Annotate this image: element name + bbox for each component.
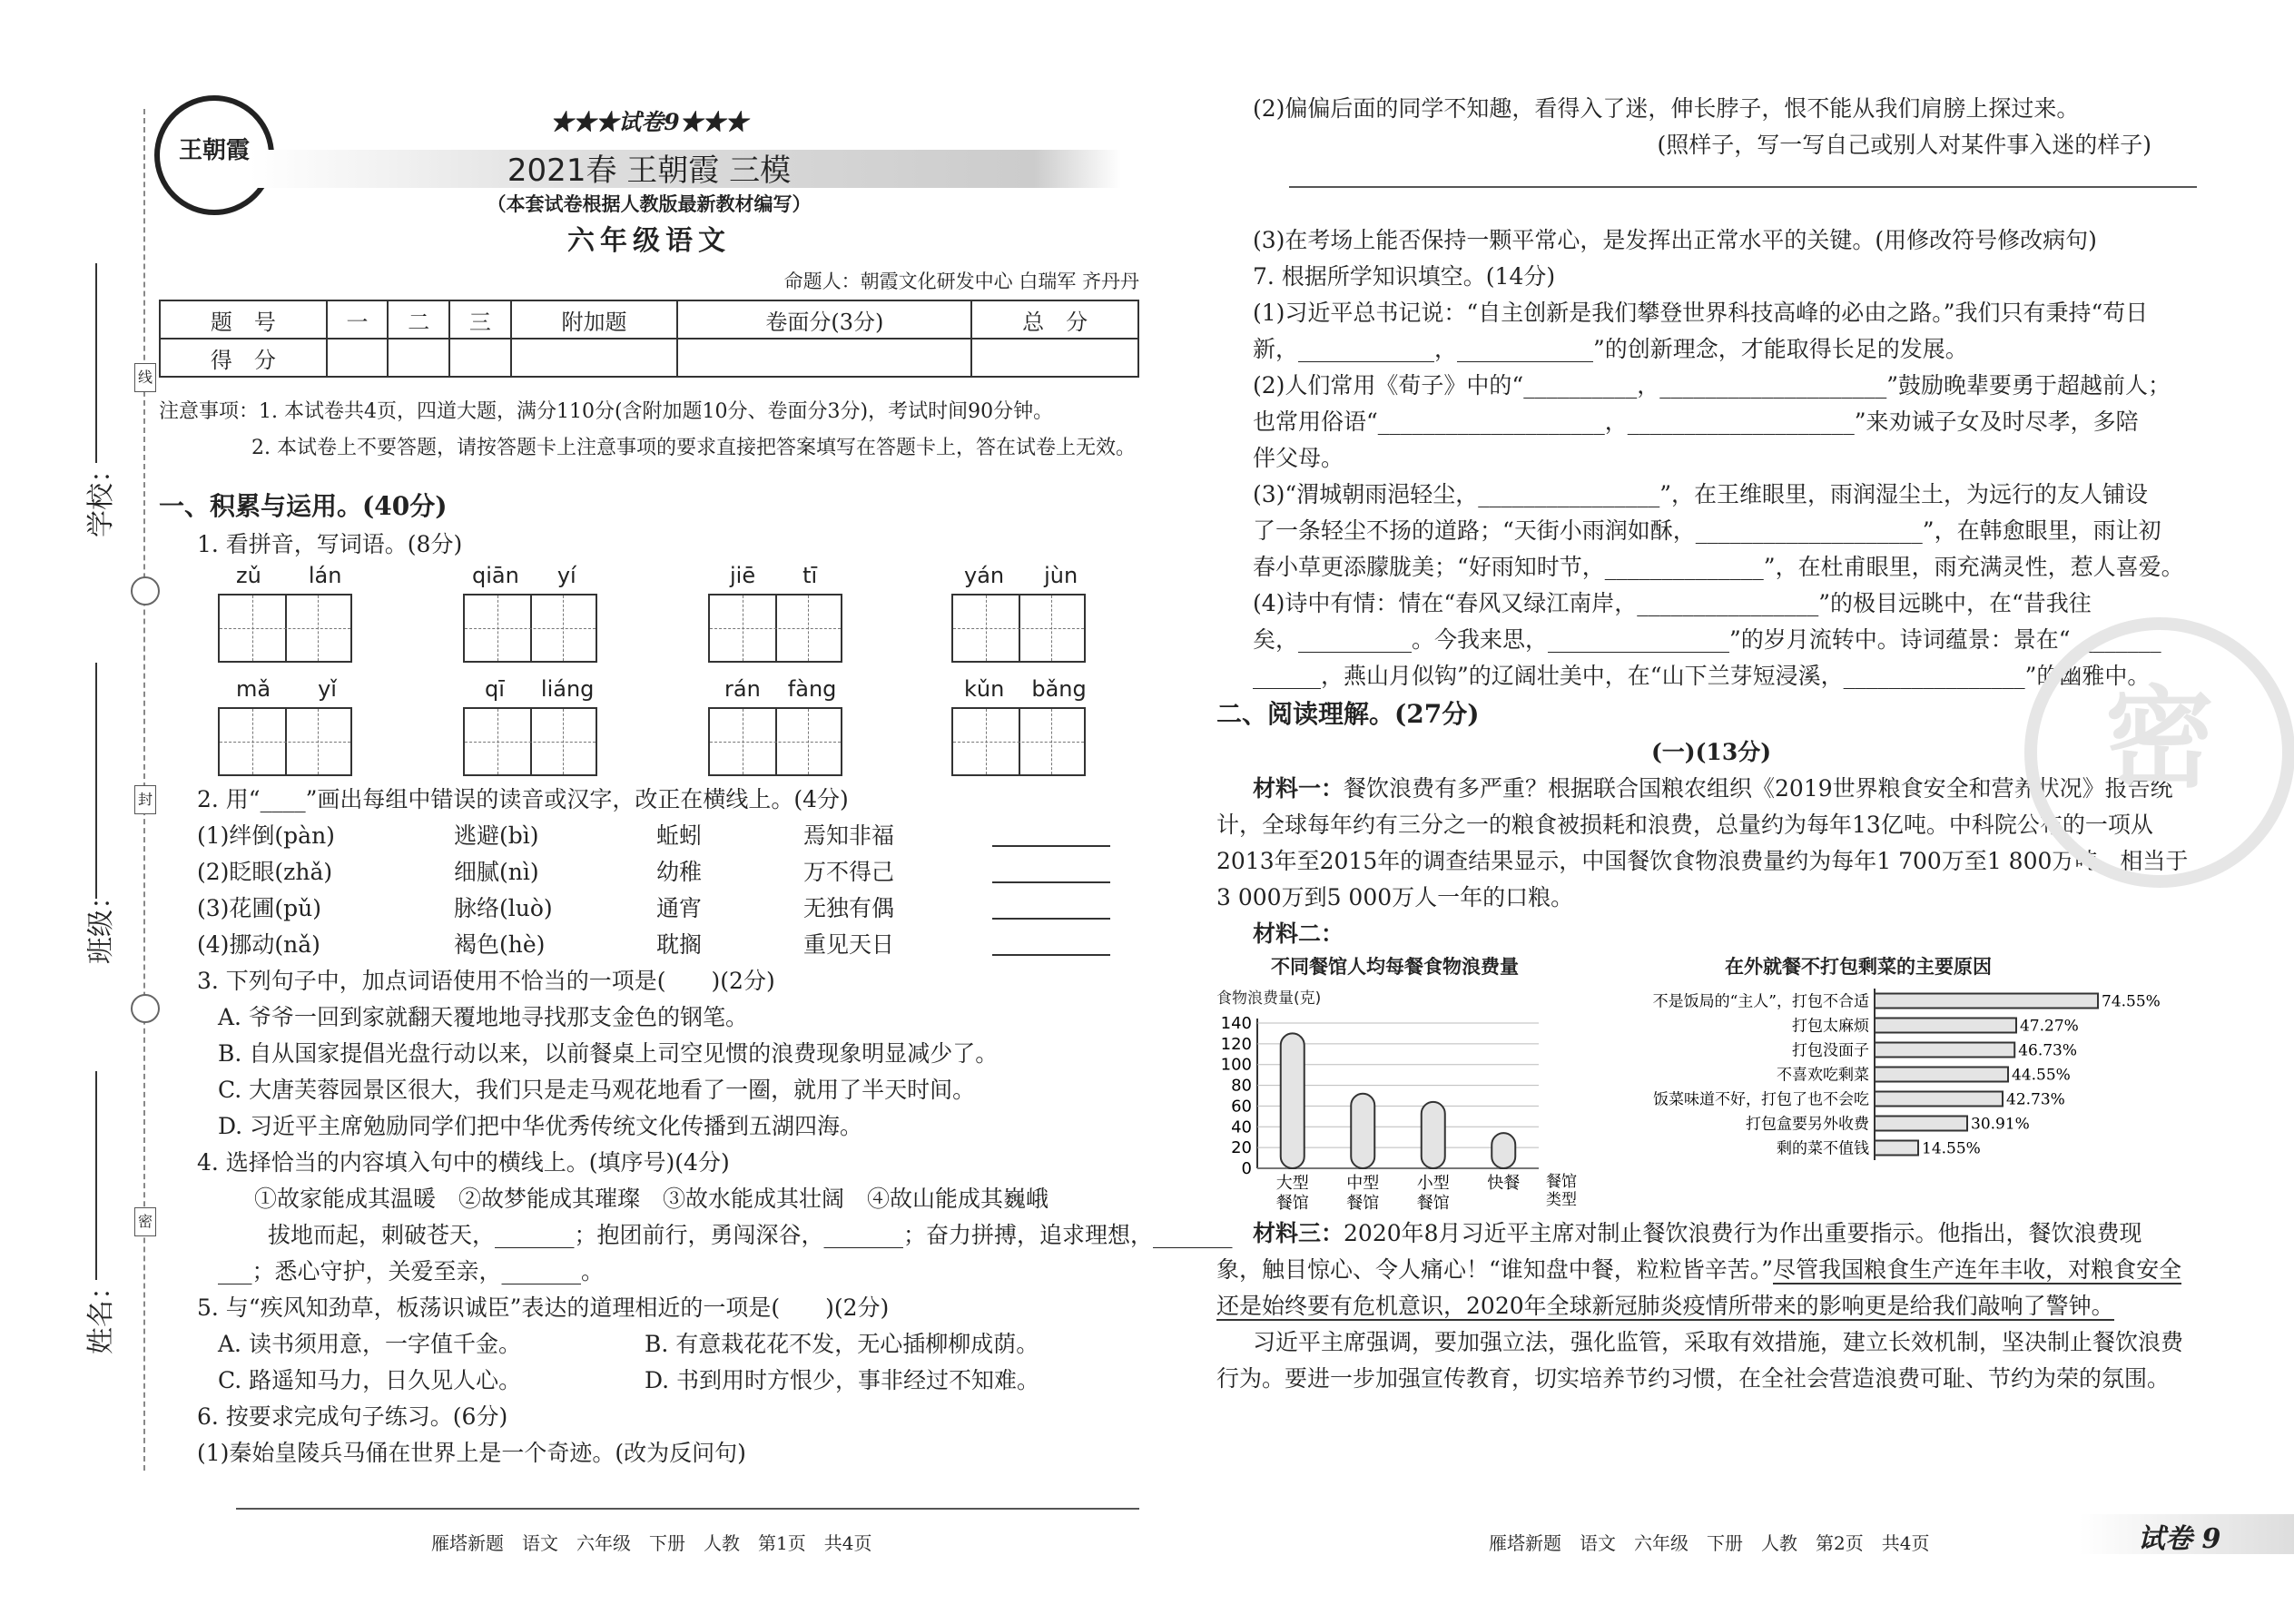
option-text[interactable]: B. 有意栽花花不发，无心插柳柳成荫。: [645, 1331, 1039, 1357]
answer-blank[interactable]: [992, 954, 1110, 956]
option-text[interactable]: D. 书到用时方恨少，事非经过不知难。: [645, 1367, 1040, 1393]
y-tick-label: 0: [1241, 1159, 1252, 1178]
binding-mark: 封: [134, 785, 156, 814]
score-input-cell[interactable]: [971, 339, 1138, 377]
fill-line[interactable]: ______，燕山月似钩”的辽阔壮美中，在“山下兰芽短浸溪，________________”的幽雅中。: [1253, 663, 2151, 689]
bar: [1875, 1141, 1918, 1156]
x-tick-label: 大型: [1275, 1174, 1309, 1193]
notice-line: 2. 本试卷上不要答题，请按答题卡上注意事项的要求直接把答案填写在答题卡上，答在试卷上无效。: [251, 437, 1136, 459]
paragraph-text: 象，触目惊心、令人痛心！“谁知盘中餐，粒粒皆辛苦。”: [1216, 1256, 1774, 1283]
table-cell: 附加题: [511, 300, 678, 339]
writing-grid[interactable]: [218, 594, 352, 663]
paragraph-text: 2020年8月习近平主席对制止餐饮浪费行为作出重要指示。他指出，餐饮浪费现: [1344, 1220, 2142, 1246]
pinyin-syllable: qiān: [472, 563, 519, 588]
fill-line[interactable]: 新，____________，____________”的创新理念，才能取得长足的发展。: [1253, 336, 1968, 362]
pinyin-syllable: yán: [964, 563, 1005, 588]
pinyin-syllable: tī: [802, 563, 818, 588]
y-tick-label: 20: [1231, 1138, 1252, 1158]
paragraph-text: 3 000万到5 000万人一年的口粮。: [1216, 884, 1574, 910]
category-label: 打包太麻烦: [1792, 1017, 1869, 1036]
score-table: [159, 300, 1139, 378]
answer-blank[interactable]: [992, 918, 1110, 920]
score-table-row: [160, 339, 1138, 377]
question-text: (1)秦始皇陵兵马俑在世界上是一个奇迹。(改为反问句): [197, 1440, 746, 1466]
material-label: 材料三：: [1253, 1220, 1344, 1246]
option-row: [159, 1326, 1139, 1363]
pinyin-item: [463, 563, 599, 666]
question-text: 7. 根据所学知识填空。(14分): [1253, 263, 1556, 290]
binding-mark: 线: [134, 363, 156, 392]
option-text[interactable]: C. 路遥知马力，日久见人心。: [218, 1367, 522, 1393]
pinyin-item: [951, 563, 1088, 666]
bar: [1875, 1019, 2016, 1033]
option-text[interactable]: A. 读书须用意，一字值千金。: [218, 1331, 521, 1357]
section-title: 一、积累与运用。(40分): [159, 491, 448, 521]
q2-cell: 通宵: [656, 895, 703, 921]
q2-table: [159, 818, 1139, 963]
pinyin-syllable: liáng: [540, 676, 595, 702]
pinyin-item: [218, 563, 354, 666]
left-page: [159, 104, 1233, 1510]
paragraph-text: 2013年至2015年的调查结果显示，中国餐饮食物浪费量约为每年1 700万至1 800万吨，相当于: [1216, 848, 2189, 874]
x-tick-label: 快餐: [1487, 1174, 1521, 1193]
fill-line[interactable]: 也常用俗语“____________________，____________________”来劝诫子女及时尽孝，多陪: [1253, 408, 2139, 435]
table-cell: 三: [449, 300, 511, 339]
exam-title: 2021春 王朝霞 三模: [507, 153, 792, 189]
pinyin-item: [951, 676, 1088, 780]
bar: [1875, 994, 2098, 1009]
fill-line[interactable]: (4)诗中有情：情在“春风又绿江南岸，________________”的极目远眺中，在“昔我往: [1253, 590, 2092, 616]
chart-title: 不同餐馆人均每餐食物浪费量: [1271, 956, 1519, 978]
y-tick-label: 120: [1220, 1034, 1252, 1054]
option-text[interactable]: B. 自从国家提倡光盘行动以来，以前餐桌上司空见惯的浪费现象明显减少了。: [218, 1040, 999, 1067]
bar: [1281, 1033, 1305, 1168]
charts-area: [1216, 952, 2206, 1216]
exam-note: （本套试卷根据人教版最新教材编写）: [487, 192, 812, 215]
score-table-header: [160, 300, 1138, 339]
fill-line[interactable]: 矣，__________。今我来思，________________”的岁月流转中。诗词蕴景：景在“________: [1253, 626, 2161, 653]
table-cell: 卷面分(3分): [677, 300, 971, 339]
data-label: 74.55%: [2102, 992, 2161, 1011]
option-text[interactable]: D. 习近平主席勉励同学们把中华优秀传统文化传播到五湖四海。: [218, 1113, 863, 1139]
page-footer: 雁塔新题 语文 六年级 下册 人教 第1页 共4页: [431, 1532, 872, 1554]
q2-row: [159, 818, 1139, 854]
q2-cell: (1)绊倒(pàn): [197, 822, 335, 849]
q2-cell: 细腻(nì): [454, 859, 539, 885]
pinyin-row: [218, 676, 1139, 776]
q2-cell: 幼稚: [656, 859, 703, 885]
data-label: 30.91%: [1971, 1115, 2030, 1134]
data-label: 46.73%: [2018, 1041, 2078, 1060]
bar: [1875, 1117, 1967, 1131]
answer-line[interactable]: [236, 1508, 1139, 1510]
binding-hole: [131, 576, 160, 605]
y-tick-label: 60: [1231, 1097, 1252, 1117]
pinyin-item: [708, 563, 844, 666]
pinyin-syllable: jùn: [1044, 563, 1078, 588]
question-text: (3)在考场上能否保持一颗平常心，是发挥出正常水平的关键。(用修改符号修改病句): [1253, 227, 2097, 253]
q2-row: [159, 927, 1139, 963]
option-row: [159, 1363, 1139, 1399]
score-input-cell[interactable]: [327, 339, 389, 377]
school-field-label: 学校：: [85, 456, 117, 537]
category-label: 剩的菜不值钱: [1777, 1139, 1869, 1158]
table-cell: 一: [327, 300, 389, 339]
bar: [1351, 1094, 1374, 1168]
name-field-line[interactable]: [95, 1071, 97, 1280]
category-label: 打包盒要另外收费: [1746, 1115, 1869, 1134]
bar: [1875, 1068, 2008, 1082]
pinyin-syllable: zǔ: [236, 563, 261, 588]
score-input-cell[interactable]: [511, 339, 678, 377]
q2-cell: 焉知非福: [803, 822, 895, 849]
fill-line[interactable]: 春小草更添朦胧美；“好雨知时节，______________”，在杜甫眼里，雨充满灵性，惹人喜爱。: [1253, 554, 2184, 580]
paragraph-text: 行为。要进一步加强宣传教育，切实培养节约习惯，在全社会营造浪费可耻、节约为荣的氛围。: [1216, 1365, 2171, 1392]
fill-line[interactable]: (3)“渭城朝雨浥轻尘，________________”，在王维眼里，雨润湿尘土，为远行的友人铺设: [1253, 481, 2148, 507]
fill-line[interactable]: 了一条轻尘不扬的道路；“天街小雨润如酥，____________________”，在韩愈眼里，雨让初: [1253, 517, 2161, 544]
paragraph-text: 餐饮浪费有多严重？根据联合国粮农组织《2019世界粮食安全和营养状况》报告统: [1344, 775, 2173, 802]
option-text[interactable]: A. 爷爷一回到家就翻天覆地地寻找那支金色的钢笔。: [218, 1004, 748, 1030]
category-label: 饭菜味道不好，打包了也不会吃: [1653, 1090, 1869, 1109]
table-cell: 题 号: [160, 300, 327, 339]
fill-line[interactable]: (1)习近平总书记说：“自主创新是我们攀登世界科技高峰的必由之路。”我们只有秉持“苟日: [1253, 300, 2149, 326]
x-axis-label: 类型: [1546, 1191, 1577, 1209]
fill-line[interactable]: ___；悉心守护，关爱至亲，_______。: [218, 1258, 605, 1284]
header: [159, 104, 1139, 263]
answer-blank[interactable]: [992, 881, 1110, 883]
q2-row: [159, 891, 1139, 927]
writing-grid[interactable]: [951, 594, 1086, 663]
pinyin-item: [463, 676, 599, 780]
paragraph-text: 习近平主席强调，要加强立法，强化监管，采取有效措施，建立长效机制，坚决制止餐饮浪费: [1253, 1329, 2184, 1355]
question-text: 1. 看拼音，写词语。(8分): [197, 531, 463, 557]
q2-cell: (2)眨眼(zhǎ): [197, 859, 333, 885]
answer-blank[interactable]: [992, 845, 1110, 847]
data-label: 47.27%: [2019, 1017, 2079, 1036]
x-axis-label: 餐馆: [1546, 1173, 1577, 1191]
pinyin-item: [218, 676, 354, 780]
pinyin-syllable: lán: [308, 563, 342, 588]
pinyin-syllable: yí: [556, 563, 576, 588]
notice-line: 注意事项：1. 本试卷共4页，四道大题，满分110分(含附加题10分、卷面分3分)，考试时间90分钟。: [159, 400, 1054, 423]
material-label: 材料二：: [1253, 920, 1344, 947]
writing-grid[interactable]: [708, 594, 842, 663]
pinyin-syllable: mǎ: [236, 676, 271, 702]
question-text: (2)偏偏后面的同学不知趣，看得入了迷，伸长脖子，恨不能从我们肩膀上探过来。: [1253, 95, 2080, 122]
question-text: 4. 选择恰当的内容填入句中的横线上。(填序号)(4分): [197, 1149, 730, 1176]
option-text: ①故家能成其温暖 ②故梦能成其璀璨 ③故水能成其壮阔 ④故山能成其巍峨: [254, 1186, 1049, 1212]
pinyin-syllable: jiē: [730, 563, 756, 588]
pinyin-syllable: kǔn: [964, 676, 1005, 702]
bar: [1875, 1092, 2003, 1107]
score-input-cell[interactable]: [677, 339, 971, 377]
option-text[interactable]: C. 大唐芙蓉园景区很大，我们只是走马观花地看了一圈，就用了半天时间。: [218, 1077, 976, 1103]
writing-grid[interactable]: [951, 707, 1086, 776]
x-tick-label: 中型: [1346, 1174, 1380, 1193]
q2-cell: 逃避(bì): [454, 822, 539, 849]
q2-cell: (4)挪动(nǎ): [197, 931, 320, 958]
q2-cell: (3)花圃(pǔ): [197, 895, 322, 921]
table-cell: 二: [388, 300, 449, 339]
q2-cell: 褐色(hè): [454, 931, 546, 958]
y-tick-label: 100: [1220, 1055, 1252, 1075]
bar: [1875, 1043, 2014, 1058]
pinyin-item: [708, 676, 844, 780]
q2-cell: 脉络(luò): [454, 895, 553, 921]
pinyin-row: [218, 563, 1139, 663]
material-label: 材料一：: [1253, 775, 1344, 802]
section-title: 二、阅读理解。(27分): [1216, 699, 1480, 729]
name-field-label: 姓名：: [85, 1273, 117, 1354]
bar: [1492, 1133, 1515, 1168]
bar: [1422, 1102, 1445, 1168]
y-tick-label: 140: [1220, 1014, 1252, 1033]
binding-hole: [131, 994, 160, 1023]
q2-cell: 无独有偶: [803, 895, 895, 921]
fill-line[interactable]: (2)人们常用《荀子》中的“__________，____________________”鼓励晚辈要勇于超越前人；: [1253, 372, 2171, 399]
q2-cell: 万不得己: [803, 859, 895, 885]
binding-strip: [36, 109, 163, 1471]
data-label: 14.55%: [1922, 1139, 1981, 1158]
q2-cell: 重见天日: [803, 931, 895, 958]
question-text: 6. 按要求完成句子练习。(6分): [197, 1403, 508, 1430]
exam-banner: ★★★试卷9★★★: [550, 109, 748, 135]
fill-line: 伴父母。: [1253, 445, 1344, 471]
binding-mark: 密: [134, 1207, 156, 1236]
x-tick-label: 小型: [1416, 1174, 1450, 1193]
pinyin-syllable: bǎng: [1031, 676, 1087, 702]
data-label: 44.55%: [2012, 1066, 2071, 1085]
chart-title: 在外就餐不打包剩菜的主要原因: [1725, 956, 1992, 978]
category-label: 不是饭局的“主人”，打包不合适: [1652, 992, 1869, 1011]
q2-row: [159, 854, 1139, 891]
x-tick-label: 餐馆: [1346, 1194, 1380, 1213]
score-input-cell[interactable]: [449, 339, 511, 377]
fill-line[interactable]: 拔地而起，刺破苍天，_______；抱团前行，勇闯深谷，_______；奋力拼搏，追求理想，_______: [268, 1222, 1233, 1248]
y-tick-label: 40: [1231, 1117, 1252, 1137]
underlined-text: 尽管我国粮食生产连年丰收，对粮食安全: [1773, 1256, 2182, 1283]
table-cell: 总 分: [971, 300, 1138, 339]
writing-grid[interactable]: [218, 707, 352, 776]
authors-line: 命题人：朝霞文化研发中心 白瑞军 齐丹丹: [783, 271, 1139, 292]
bar-chart-reasons: [1598, 979, 2188, 1197]
school-field-line[interactable]: [95, 263, 97, 463]
writing-grid[interactable]: [463, 707, 597, 776]
pinyin-syllable: fàng: [787, 676, 837, 702]
class-field-line[interactable]: [95, 663, 97, 899]
score-input-cell[interactable]: [388, 339, 449, 377]
exam-subject: 六年级语文: [567, 225, 731, 257]
data-label: 42.73%: [2006, 1090, 2065, 1109]
y-tick-label: 80: [1231, 1076, 1252, 1096]
table-cell: 得 分: [160, 339, 327, 377]
writing-grid[interactable]: [708, 707, 842, 776]
writing-grid[interactable]: [463, 594, 597, 663]
question-hint: (照样子，写一写自己或别人对某件事入迷的样子): [1657, 132, 2151, 158]
part-title: (一)(13分): [1650, 739, 1772, 765]
category-label: 不喜欢吃剩菜: [1777, 1066, 1869, 1085]
page-footer: 雁塔新题 语文 六年级 下册 人教 第2页 共4页: [1489, 1532, 1930, 1554]
x-tick-label: 餐馆: [1416, 1194, 1450, 1213]
q2-cell: 耽搁: [656, 931, 703, 958]
question-text: 5. 与“疾风知劲草，板荡识诚臣”表达的道理相近的一项是( )(2分): [197, 1294, 890, 1321]
pinyin-syllable: yǐ: [318, 676, 337, 702]
x-tick-label: 餐馆: [1275, 1194, 1309, 1213]
pinyin-syllable: rán: [724, 676, 761, 702]
brand-logo: 王朝霞: [154, 95, 274, 215]
category-label: 打包没面子: [1792, 1041, 1869, 1060]
q2-cell: 蚯蚓: [656, 822, 703, 849]
question-text: 2. 用“____”画出每组中错误的读音或汉字，改正在横线上。(4分): [197, 786, 849, 812]
question-text: 3. 下列句子中，加点词语使用不恰当的一项是( )(2分): [197, 968, 775, 994]
chart-ylabel: 食物浪费量(克): [1216, 989, 1322, 1008]
pinyin-syllable: qī: [485, 676, 505, 702]
paragraph-text: 计，全球每年约有三分之一的粮食被损耗和浪费，总量约为每年13亿吨。中科院公布的一项从: [1216, 812, 2153, 838]
footer-tag: 试卷 9: [2138, 1523, 2221, 1555]
class-field-label: 班级：: [85, 882, 117, 964]
underlined-text: 还是始终要有危机意识，2020年全球新冠肺炎疫情所带来的影响更是给我们敲响了警钟。: [1216, 1293, 2114, 1319]
watermark-seal: 密: [2024, 617, 2294, 888]
answer-line[interactable]: [1289, 186, 2197, 188]
bar-chart-waste: [1216, 1005, 1607, 1214]
